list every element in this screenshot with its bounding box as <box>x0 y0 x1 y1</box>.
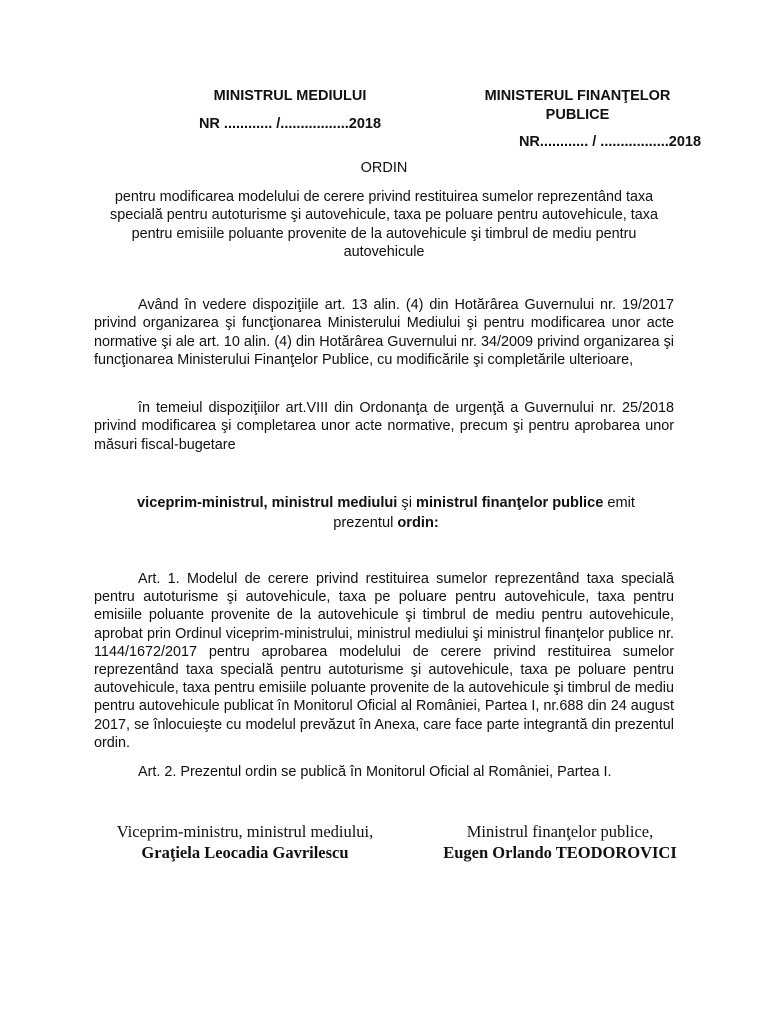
issuer-finance-minister: ministrul finanţelor publice <box>416 495 604 511</box>
issuers-emit: emit prezentul <box>333 495 635 531</box>
article-1-text: Art. 1. Modelul de cerere privind restituirea sumelor reprezentând taxa specială pentru autoturisme şi autovehicule, taxa pe poluare pentru autovehicule, taxa pentru emisiile poluante provenite de la autovehicule şi timbrul de mediu pentru autovehicule, aprobat prin Ordinul viceprim-ministrului, ministrul mediului şi ministrul finanţelor publice nr. 1144/1672/2017 pentru aprobarea modelului de cerere privind restituirea sumelor reprezentând taxa specială pentru autoturisme şi autovehicule, taxa pe poluare pentru autovehicule, taxa pentru emisiile poluante provenite de la autovehicule şi timbrul de mediu pentru autovehicule publicat în Monitorul Oficial al României, Partea I, nr.688 din 24 august 2017, se înlocuieşte cu modelul prevăzut în Anexa, care face parte integrantă din prezentul ordin. <box>94 571 674 751</box>
preamble-paragraph-1-text: Având în vedere dispoziţiile art. 13 alin. (4) din Hotărârea Guvernului nr. 19/2017 privind organizarea şi funcţionarea Ministerului Mediului şi pentru modificarea unor acte normative şi ale art. 10 alin. (4) din Hotărârea Guvernului nr. 34/2009 privind organizarea şi funcţionarea Ministerului Finanţelor Publice, cu modificările şi completările ulterioare, <box>94 297 674 369</box>
preamble-paragraph-2 <box>94 399 674 454</box>
signature-right-role: Ministrul finanţelor publice, <box>466 822 654 841</box>
article-1 <box>94 570 674 752</box>
signature-left-role: Viceprim-ministru, ministrul mediului, <box>116 822 374 841</box>
header-right-number: NR............ / .................2018 <box>518 134 702 150</box>
issuers-order: ordin: <box>397 515 439 531</box>
article-2-text: Art. 2. Prezentul ordin se publică în Monitorul Oficial al României, Partea I. <box>138 764 612 780</box>
document-subtitle: pentru modificarea modelului de cerere privind restituirea sumelor reprezentând taxa specială pentru autoturisme şi autovehicule, taxa pe poluare pentru autovehicule, taxa pentru emisiile poluante provenite de la autovehicule şi timbrul de mediu pentru autovehicule <box>110 189 658 261</box>
header-left-title: MINISTRUL MEDIULUI <box>213 88 367 104</box>
issuers-and: şi <box>397 495 417 511</box>
header-left-number: NR ............ /.................2018 <box>198 116 382 132</box>
issuer-vice-prime-minister: viceprim-ministrul, ministrul mediului <box>137 495 398 511</box>
preamble-paragraph-1 <box>94 296 674 370</box>
issuers-statement <box>110 493 662 533</box>
signature-right-name: Eugen Orlando TEODOROVICI <box>443 843 677 862</box>
header-right-title-line1: MINISTERUL FINANŢELOR <box>484 88 671 104</box>
document-title: ORDIN <box>360 160 408 176</box>
signature-left-name: Graţiela Leocadia Gavrilescu <box>141 843 349 862</box>
preamble-paragraph-2-text: în temeiul dispoziţiilor art.VIII din Ordonanţa de urgenţă a Guvernului nr. 25/2018 privind modificarea şi completarea unor acte normative, precum şi pentru aprobarea unor măsuri fiscal-bugetare <box>94 400 674 453</box>
header-right-title-line2: PUBLICE <box>545 107 610 123</box>
article-2 <box>94 763 674 781</box>
